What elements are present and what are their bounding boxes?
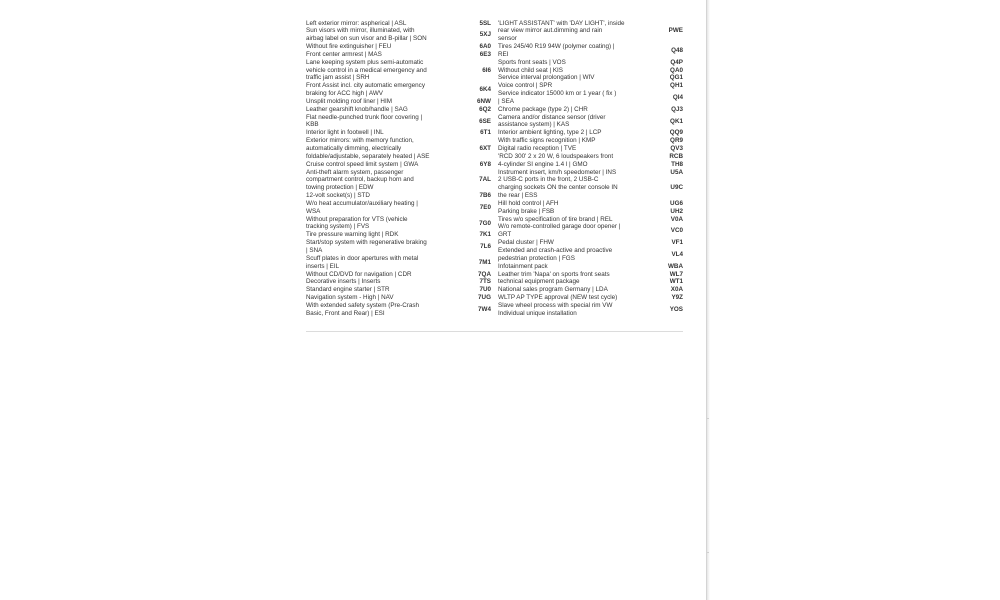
description-line: WLTP AP TYPE approval (NEW test cycle)	[498, 294, 618, 302]
equipment-row	[306, 114, 491, 130]
equipment-row	[498, 67, 683, 75]
description-line: Sports front seats | VOS	[498, 58, 566, 66]
equipment-row	[498, 82, 683, 90]
option-code: QA0	[670, 66, 683, 74]
description-line: Without child seat | KIS	[498, 66, 563, 74]
description-line: With extended safety system (Pre-Crash	[306, 301, 420, 309]
option-code: UH2	[670, 207, 683, 215]
equipment-description	[498, 239, 665, 247]
equipment-description	[306, 302, 473, 318]
description-line: Without CD/DVD for navigation | CDR	[306, 270, 412, 278]
description-line: With traffic signs recognition | KMP	[498, 137, 596, 145]
option-code: VL4	[671, 250, 683, 258]
description-line: Slave wheel process with special rim VW	[498, 301, 613, 309]
equipment-description	[306, 192, 473, 200]
option-code: VC0	[670, 227, 683, 235]
description-line: braking for ACC high | AWV	[306, 90, 383, 98]
option-code: 6NW	[477, 97, 491, 105]
equipment-row	[306, 216, 491, 232]
description-line: Flat needle-punched trunk floor covering |	[306, 113, 423, 121]
equipment-row	[306, 192, 491, 200]
description-line: REI	[498, 50, 509, 58]
option-code: 7M1	[478, 258, 491, 266]
equipment-description	[306, 20, 473, 28]
description-line: Interior light in footwell | INL	[306, 129, 384, 137]
description-line: Start/stop system with regenerative braking	[306, 239, 427, 247]
equipment-description	[306, 82, 473, 98]
option-code: QJ3	[671, 105, 683, 113]
description-line: Tire pressure warning light | RDK	[306, 231, 399, 239]
option-code: UG6	[670, 199, 683, 207]
option-code: WL7	[669, 270, 683, 278]
description-line: Unsplit molding roof liner | HIM	[306, 97, 392, 105]
equipment-row	[498, 302, 683, 318]
equipment-description	[498, 90, 665, 106]
equipment-description	[498, 216, 665, 224]
equipment-description	[306, 106, 473, 114]
description-line: Leather trim 'Napa' on sports front seats	[498, 270, 610, 278]
option-code: 6Q2	[479, 105, 491, 113]
description-line: | SEA	[498, 97, 514, 105]
equipment-row	[498, 278, 683, 286]
equipment-row	[498, 74, 683, 82]
equipment-row	[498, 90, 683, 106]
description-line: Navigation system - High | NAV	[306, 294, 394, 302]
equipment-row	[306, 51, 491, 59]
equipment-description	[498, 114, 665, 130]
option-code: QK1	[670, 117, 683, 125]
description-line: Without fire extinguisher | FEU	[306, 43, 392, 51]
description-line: Pedal cluster | FHW	[498, 239, 554, 247]
description-line: the rear | ESS	[498, 192, 538, 200]
equipment-row	[306, 286, 491, 294]
description-line: compartment control, backup horn and	[306, 176, 414, 184]
equipment-row	[498, 208, 683, 216]
equipment-description	[306, 114, 473, 130]
description-line: towing protection | EDW	[306, 184, 374, 192]
equipment-row	[306, 27, 491, 43]
option-code: QR9	[670, 137, 683, 145]
description-line: airbag label on sun visor and B-pillar | SON	[306, 35, 427, 43]
description-line: Leather gearshift knob/handle | SAG	[306, 105, 408, 113]
description-line: Basic, Front and Rear) | ESI	[306, 309, 385, 317]
description-line: Camera and/or distance sensor (driver	[498, 113, 606, 121]
description-line: W/o remote-controlled garage door opener |	[498, 223, 621, 231]
equipment-row	[498, 200, 683, 208]
description-line: Individual unique installation	[498, 309, 577, 317]
equipment-row	[306, 59, 491, 83]
option-code: 6XT	[479, 145, 491, 152]
description-line: Interior ambient lighting, type 2 | LCP	[498, 129, 602, 137]
option-code: 5SL	[479, 19, 491, 27]
description-line: rear view mirror aut.dimming and rain	[498, 27, 603, 35]
equipment-description	[498, 263, 665, 271]
equipment-description	[498, 129, 665, 137]
equipment-row	[306, 302, 491, 318]
description-line: pedestrian protection | FGS	[498, 254, 575, 262]
equipment-row	[498, 153, 683, 161]
equipment-description	[498, 302, 665, 318]
description-line: foldable/adjustable, separately heated | ASE	[306, 152, 430, 160]
option-code: QG1	[669, 74, 683, 82]
equipment-row	[306, 98, 491, 106]
equipment-description	[306, 200, 473, 216]
equipment-row	[498, 161, 683, 169]
equipment-description	[306, 286, 473, 294]
equipment-row	[498, 106, 683, 114]
page-edge-shadow	[707, 0, 710, 600]
option-code: QQ9	[669, 129, 683, 137]
equipment-description	[498, 145, 665, 153]
equipment-description	[498, 200, 665, 208]
description-line: vehicle control in a medical emergency and	[306, 66, 427, 74]
description-line: traffic jam assist | SRH	[306, 74, 370, 82]
option-code: 7L6	[480, 243, 491, 251]
option-code: U5A	[670, 168, 683, 176]
equipment-description	[498, 106, 665, 114]
description-line: Hill hold control | AFH	[498, 199, 559, 207]
description-line: 2 USB-C ports in the front, 2 USB-C	[498, 176, 599, 184]
description-line: Lane keeping system plus semi-automatic	[306, 58, 424, 66]
equipment-row	[498, 59, 683, 67]
description-line: Infotainment pack	[498, 262, 548, 270]
equipment-description	[498, 208, 665, 216]
equipment-list-right	[498, 20, 683, 318]
option-code: 7K1	[479, 231, 491, 239]
description-line: automatically dimming, electrically	[306, 145, 402, 152]
equipment-description	[498, 20, 665, 44]
description-line: Cruise control speed limit system | GWA	[306, 160, 419, 168]
description-line: Standard engine starter | STR	[306, 286, 390, 294]
option-code: 6I6	[482, 66, 491, 74]
equipment-description	[498, 278, 665, 286]
equipment-row	[306, 43, 491, 51]
equipment-description	[306, 294, 473, 302]
description-line: Scuff plates in door apertures with metal	[306, 254, 419, 262]
equipment-description	[498, 153, 665, 161]
equipment-description	[498, 223, 665, 239]
option-code: 6K4	[479, 86, 491, 94]
equipment-list-left	[306, 20, 491, 318]
option-code: 6SE	[479, 117, 491, 125]
equipment-description	[306, 43, 473, 51]
description-line: WSA	[306, 207, 321, 215]
equipment-row	[306, 271, 491, 279]
option-code: 6T1	[480, 129, 491, 137]
description-line: Chrome package (type 2) | CHR	[498, 105, 588, 113]
description-line: tracking system) | FVS	[306, 223, 370, 231]
option-code: 7W4	[478, 305, 491, 313]
description-line: 12-volt socket(s) | STD	[306, 192, 370, 200]
description-line: Instrument insert, km/h speedometer | INS	[498, 168, 617, 176]
edge-mark	[707, 418, 709, 419]
equipment-description	[498, 161, 665, 169]
equipment-description	[306, 278, 473, 286]
description-line: GRT	[498, 231, 512, 239]
description-line: Service interval prolongation | WIV	[498, 74, 595, 82]
equipment-description	[498, 169, 665, 177]
description-line: charging sockets ON the center console IN	[498, 184, 618, 192]
description-line: Service indicator 15000 km or 1 year ( fix )	[498, 90, 617, 98]
equipment-description	[498, 59, 665, 67]
equipment-row	[498, 43, 683, 59]
option-code: 7G0	[479, 219, 491, 227]
description-line: 'RCD 300' 2 x 20 W, 6 loudspeakers front	[498, 152, 614, 160]
option-code: QV3	[670, 145, 683, 152]
option-code: 6A0	[479, 43, 491, 51]
option-code: VF1	[671, 239, 683, 247]
option-code: Q4P	[670, 58, 683, 66]
description-line: sensor	[498, 35, 517, 43]
equipment-description	[306, 129, 473, 137]
equipment-description	[306, 51, 473, 59]
equipment-description	[498, 137, 665, 145]
equipment-row	[498, 263, 683, 271]
description-line: Exterior mirrors: with memory function,	[306, 137, 414, 145]
equipment-row	[306, 231, 491, 239]
equipment-description	[498, 247, 665, 263]
description-line: Voice control | SPR	[498, 82, 553, 90]
description-line: inserts | EIL	[306, 262, 340, 270]
description-line: Sun visors with mirror, illuminated, with	[306, 27, 415, 35]
description-line: Extended and crash-active and proactive	[498, 246, 613, 254]
description-line: Tires 245/40 R19 94W (polymer coating) |	[498, 43, 615, 51]
equipment-row	[306, 239, 491, 255]
option-code: 7TS	[479, 278, 491, 286]
equipment-row	[306, 278, 491, 286]
option-code: 7UG	[478, 294, 491, 302]
equipment-description	[306, 239, 473, 255]
equipment-row	[306, 106, 491, 114]
equipment-description	[306, 137, 473, 161]
description-line: Digital radio reception | TVE	[498, 145, 577, 152]
equipment-description	[498, 67, 665, 75]
option-code: 7U0	[479, 286, 491, 294]
equipment-description	[306, 255, 473, 271]
option-code: 7B6	[479, 192, 491, 200]
option-code: WT1	[669, 278, 683, 286]
option-code: 7E0	[479, 203, 491, 211]
edge-mark	[707, 552, 709, 553]
equipment-row	[498, 223, 683, 239]
option-code: V0A	[670, 215, 683, 223]
description-line: Parking brake | FSB	[498, 207, 555, 215]
option-code: WBA	[667, 262, 683, 270]
option-code: Y9Z	[671, 294, 683, 302]
option-code: QH1	[670, 82, 683, 90]
equipment-description	[306, 27, 473, 43]
equipment-row	[306, 20, 491, 28]
equipment-row	[498, 247, 683, 263]
description-line: Anti-theft alarm system, passenger	[306, 168, 404, 176]
option-code: Q48	[671, 46, 683, 54]
option-code: PWE	[668, 27, 683, 35]
equipment-description	[306, 231, 473, 239]
option-code: 7QA	[478, 270, 491, 278]
description-line: National sales program Germany | LDA	[498, 286, 608, 294]
description-line: KBB	[306, 121, 319, 129]
equipment-description	[306, 216, 473, 232]
option-code: 7AL	[479, 176, 491, 184]
equipment-row	[498, 137, 683, 145]
description-line: Left exterior mirror: aspherical | ASL	[306, 19, 407, 27]
description-line: | SNA	[306, 246, 323, 254]
option-code: U9C	[670, 184, 683, 192]
equipment-row	[306, 129, 491, 137]
description-line: assistance system) | KAS	[498, 121, 570, 129]
equipment-row	[498, 271, 683, 279]
equipment-row	[306, 169, 491, 193]
equipment-description	[306, 169, 473, 193]
description-line: 4-cylinder SI engine 1.4 l | GMO	[498, 160, 588, 168]
description-line: Tires w/o specification of tire brand | REL	[498, 215, 613, 223]
equipment-row	[306, 200, 491, 216]
equipment-row	[498, 239, 683, 247]
equipment-row	[498, 286, 683, 294]
equipment-description	[306, 271, 473, 279]
equipment-row	[306, 82, 491, 98]
equipment-row	[306, 161, 491, 169]
equipment-description	[306, 98, 473, 106]
equipment-row	[498, 294, 683, 302]
equipment-row	[498, 129, 683, 137]
equipment-description	[498, 82, 665, 90]
equipment-description	[498, 74, 665, 82]
equipment-description	[498, 271, 665, 279]
description-line: Without preparation for VTS (vehicle	[306, 215, 408, 223]
equipment-row	[498, 114, 683, 130]
option-code: TH8	[671, 160, 683, 168]
option-code: 6Y8	[479, 160, 491, 168]
equipment-row	[306, 137, 491, 161]
option-code: RCB	[669, 152, 683, 160]
description-line: W/o heat accumulator/auxiliary heating |	[306, 199, 418, 207]
description-line: 'LIGHT ASSISTANT' with 'DAY LIGHT', inside	[498, 19, 625, 27]
equipment-description	[306, 59, 473, 83]
option-code: 6E3	[479, 50, 491, 58]
equipment-description	[498, 43, 665, 59]
equipment-description	[498, 176, 665, 200]
equipment-row	[498, 20, 683, 44]
equipment-row	[498, 216, 683, 224]
description-line: technical equipment package	[498, 278, 580, 286]
list-end-divider	[306, 331, 683, 332]
equipment-description	[498, 294, 665, 302]
description-line: Front center armrest | MAS	[306, 50, 382, 58]
equipment-row	[498, 145, 683, 153]
option-code: QI4	[672, 94, 683, 102]
equipment-row	[498, 169, 683, 177]
equipment-description	[306, 161, 473, 169]
equipment-row	[306, 255, 491, 271]
option-code: YOS	[669, 305, 683, 313]
description-line: Decorative inserts | Inserts	[306, 278, 381, 286]
description-line: Front Assist incl. city automatic emergency	[306, 82, 425, 90]
equipment-row	[306, 294, 491, 302]
equipment-description	[498, 286, 665, 294]
equipment-row	[498, 176, 683, 200]
option-code: X0A	[670, 286, 683, 294]
option-code: 5XJ	[479, 31, 491, 39]
